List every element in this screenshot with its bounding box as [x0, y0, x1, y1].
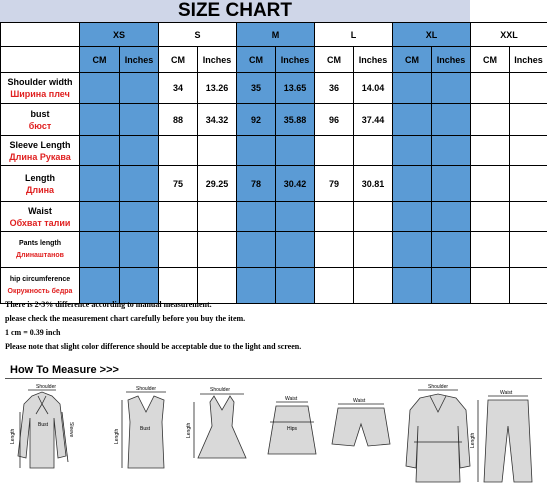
label-en: Length [25, 172, 55, 183]
cell-value [120, 136, 159, 166]
row-label [1, 104, 80, 136]
trousers-illustration [478, 396, 532, 482]
size-header-row [1, 23, 547, 47]
cell-value: 96 [315, 104, 354, 136]
size-xs: XS [80, 23, 159, 47]
unit-cm: CM [80, 47, 120, 73]
label-en: bust [30, 108, 50, 119]
row-label [1, 166, 80, 202]
cell-value [80, 73, 120, 104]
cell-value [315, 136, 354, 166]
cell-value [510, 104, 547, 136]
cell-value [393, 136, 432, 166]
label-shoulder: Shoulder [428, 384, 449, 390]
cell-value [276, 202, 315, 232]
unit-inches: Inches [120, 47, 159, 73]
cell-value [120, 166, 159, 202]
cell-value: 88 [159, 104, 198, 136]
note-check-chart: please check the measurement chart carefully before you buy the item. [5, 314, 246, 323]
row-waist [1, 202, 547, 232]
label-en: Waist [28, 205, 52, 216]
cell-value [120, 73, 159, 104]
label-ru: Обхват талии [9, 217, 71, 228]
cell-value: 75 [159, 166, 198, 202]
size-xxl: XXL [471, 23, 547, 47]
unit-cm: CM [393, 47, 432, 73]
cell-value [432, 136, 471, 166]
label-shoulder: Shoulder [136, 386, 157, 392]
title-band-right [470, 0, 547, 22]
cell-value [471, 202, 510, 232]
cell-value [471, 73, 510, 104]
cell-value [393, 202, 432, 232]
unit-inches: Inches [510, 47, 547, 73]
cell-value [80, 104, 120, 136]
cell-value: 79 [315, 166, 354, 202]
label-waist: Waist [353, 398, 366, 404]
cell-value [393, 166, 432, 202]
cell-value [198, 136, 237, 166]
label-waist: Waist [500, 390, 513, 396]
cell-value [432, 202, 471, 232]
how-to-measure-title: How To Measure >>> [10, 364, 119, 376]
row-label [1, 202, 80, 232]
cell-value [159, 232, 198, 268]
size-m: M [237, 23, 315, 47]
unit-cm: CM [471, 47, 510, 73]
cell-value [432, 104, 471, 136]
cell-value [510, 73, 547, 104]
row-bust [1, 104, 547, 136]
unit-inches: Inches [276, 47, 315, 73]
label-length: Length [470, 432, 476, 448]
cell-value [80, 136, 120, 166]
label-hips: Hips [287, 426, 298, 432]
cell-value: 29.25 [198, 166, 237, 202]
label-en: Pants length [18, 239, 61, 247]
cell-value [354, 202, 393, 232]
title-bar [0, 0, 547, 22]
cell-value [80, 202, 120, 232]
shorts-illustration [332, 404, 390, 446]
label-ru: бюст [28, 120, 52, 131]
chart-title: SIZE CHART [178, 0, 292, 21]
unit-cm: CM [159, 47, 198, 73]
cell-value: 34.32 [198, 104, 237, 136]
cell-value: 92 [237, 104, 276, 136]
cell-value [315, 232, 354, 268]
label-bust: Bust [38, 422, 49, 428]
cell-value [393, 73, 432, 104]
cell-value: 35.88 [276, 104, 315, 136]
cell-value: 35 [237, 73, 276, 104]
label-en: hip circumference [9, 275, 71, 283]
cell-value [510, 232, 547, 268]
cell-value [432, 166, 471, 202]
unit-header-row [1, 47, 547, 73]
label-bust: Bust [140, 426, 151, 432]
row-shoulder-width [1, 73, 547, 104]
cell-value [432, 73, 471, 104]
cell-value [510, 166, 547, 202]
label-ru: Окружность бедра [7, 287, 73, 295]
label-waist: Waist [285, 396, 298, 402]
note-color: Please note that slight color difference should be acceptable due to the light and screen. [5, 342, 302, 351]
coat-illustration [406, 390, 470, 482]
notes [5, 298, 545, 354]
cell-value [393, 232, 432, 268]
unit-inches: Inches [198, 47, 237, 73]
cell-value: 34 [159, 73, 198, 104]
divider-line [5, 378, 542, 379]
cell-value [80, 166, 120, 202]
label-length: Length [114, 428, 120, 444]
note-difference: There is 2-3% difference according to manual measurement. [5, 300, 212, 309]
cell-value [80, 232, 120, 268]
cell-value: 30.42 [276, 166, 315, 202]
cell-value [510, 202, 547, 232]
cell-value [159, 136, 198, 166]
cell-value [237, 136, 276, 166]
label-en: Sleeve Length [9, 139, 71, 150]
cell-value: 78 [237, 166, 276, 202]
cell-value: 13.65 [276, 73, 315, 104]
corner-cell [1, 23, 80, 47]
size-xl: XL [393, 23, 471, 47]
unit-cm: CM [237, 47, 276, 73]
cell-value [198, 202, 237, 232]
cell-value: 37.44 [354, 104, 393, 136]
unit-inches: Inches [354, 47, 393, 73]
label-sleeve: Sleeve [68, 422, 74, 438]
cell-value [471, 166, 510, 202]
cell-value [432, 232, 471, 268]
label-ru: Длина [25, 184, 55, 195]
cell-value [471, 136, 510, 166]
cell-value: 30.81 [354, 166, 393, 202]
row-length [1, 166, 547, 202]
cell-value: 14.04 [354, 73, 393, 104]
size-l: L [315, 23, 393, 47]
cell-value [198, 232, 237, 268]
label-shoulder: Shoulder [36, 384, 57, 390]
cell-value: 13.26 [198, 73, 237, 104]
label-ru: Длина Рукава [9, 151, 71, 162]
cell-value [237, 202, 276, 232]
label-en: Shoulder width [7, 77, 73, 87]
blouse-illustration [18, 390, 68, 468]
unit-inches: Inches [432, 47, 471, 73]
row-label [1, 136, 80, 166]
cell-value [237, 232, 276, 268]
cell-value [471, 232, 510, 268]
cell-value: 36 [315, 73, 354, 104]
cell-value [159, 202, 198, 232]
cell-value [276, 232, 315, 268]
cell-value [315, 202, 354, 232]
cell-value [354, 136, 393, 166]
label-length: Length [10, 428, 16, 444]
row-label [1, 232, 80, 268]
label-ru: Ширина плеч [10, 89, 70, 99]
size-s: S [159, 23, 237, 47]
cell-value [471, 104, 510, 136]
row-sleeve-length [1, 136, 547, 166]
label-shoulder: Shoulder [210, 387, 231, 393]
cell-value [510, 136, 547, 166]
row-pants-length [1, 232, 547, 268]
size-chart-table [0, 22, 547, 304]
note-conversion: 1 cm = 0.39 inch [5, 328, 61, 337]
cell-value [120, 232, 159, 268]
cell-value [120, 202, 159, 232]
dress-illustration [194, 394, 246, 458]
cell-value [354, 232, 393, 268]
measurement-illustrations [0, 382, 547, 487]
label-length: Length [186, 422, 192, 438]
cell-value [120, 104, 159, 136]
corner-cell-2 [1, 47, 80, 73]
label-ru: Длинаштанов [16, 251, 64, 259]
unit-cm: CM [315, 47, 354, 73]
cell-value [393, 104, 432, 136]
cell-value [276, 136, 315, 166]
row-label [1, 73, 80, 104]
